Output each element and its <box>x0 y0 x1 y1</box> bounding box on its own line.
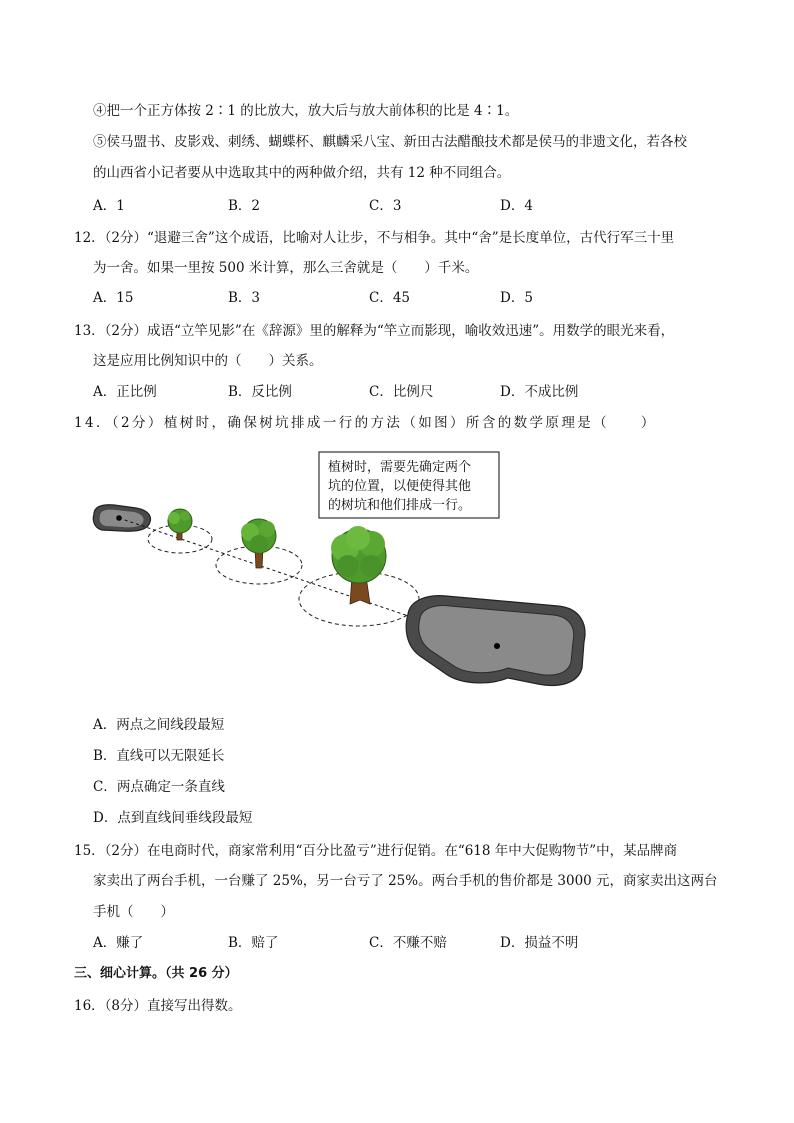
q12-option-d: D．5 <box>500 290 533 306</box>
q12-option-a: A．15 <box>93 290 134 306</box>
q13-option-d: D．不成比例 <box>500 384 579 400</box>
q14-option-a: A．两点之间线段最短 <box>93 717 225 733</box>
q15-option-a: A．赚了 <box>93 935 144 951</box>
q15-line1: 15．（2分）在电商时代，商家常利用“百分比盈亏”进行促销。在“618 年中大促购物节”中，某品牌商 <box>74 843 678 859</box>
q14-line1: 14．（2分）植树时，确保树坑排成一行的方法（如图）所含的数学原理是（ ） <box>74 415 657 431</box>
q11-option-b: B．2 <box>228 198 261 214</box>
q15-option-b: B．赔了 <box>228 935 279 951</box>
q13-option-c: C．比例尺 <box>369 384 434 400</box>
q13-option-b: B．反比例 <box>228 384 292 400</box>
q11-option-d: D．4 <box>500 198 533 214</box>
section-3-heading: 三、细心计算。（共 26 分） <box>74 966 238 981</box>
q14-option-c: C．两点确定一条直线 <box>93 779 225 795</box>
q12-line1: 12．（2分）“退避三舍”这个成语，比喻对人让步，不与相争。其中“舍”是长度单位，古代行军三十里 <box>74 230 675 246</box>
tree-3 <box>331 526 386 604</box>
q15-option-d: D．损益不明 <box>500 935 579 951</box>
q13-option-a: A．正比例 <box>93 384 157 400</box>
q14-option-d: D．点到直线间垂线段最短 <box>93 810 253 826</box>
q12-line2: 为一舍。如果一里按 500 米计算，那么三舍就是（ ）千米。 <box>93 260 479 276</box>
q13-line1: 13．（2分）成语“立竿见影”在《辞源》里的解释为“竿立而影现，喻收效迅速”。用数学的眼光来看， <box>74 323 675 339</box>
figure-caption-line3: 的树坑和他们排成一行。 <box>328 498 472 513</box>
q13-line2: 这是应用比例知识中的（ ）关系。 <box>93 353 323 369</box>
large-pit <box>406 596 585 686</box>
q15-option-c: C．不赚不赔 <box>369 935 447 951</box>
figure-caption-line2: 坑的位置，以便使得其他 <box>328 479 472 494</box>
q12-option-c: C．45 <box>369 290 411 306</box>
q16-line1: 16．（8分）直接写出得数。 <box>74 998 242 1014</box>
small-pit <box>93 505 150 531</box>
q15-line2: 家卖出了两台手机，一台赚了 25%，另一台亏了 25%。两台手机的售价都是 3000 元，商家卖出这两台 <box>93 873 718 889</box>
q11-option-a: A．1 <box>93 198 125 214</box>
figure-caption-line1: 植树时，需要先确定两个 <box>328 460 472 475</box>
q12-option-b: B．3 <box>228 290 261 306</box>
q11-option-c: C．3 <box>369 198 402 214</box>
tree-planting-figure <box>88 448 608 698</box>
item-4-text: ④把一个正方体按 2∶1 的比放大，放大后与放大前体积的比是 4∶1。 <box>93 103 519 119</box>
q14-option-b: B．直线可以无限延长 <box>93 748 225 764</box>
item-5-line2: 的山西省小记者要从中选取其中的两种做介绍，共有 12 种不同组合。 <box>93 165 511 181</box>
q15-line3: 手机（ ） <box>93 904 174 920</box>
item-5-line1: ⑤侯马盟书、皮影戏、刺绣、蝴蝶杯、麒麟采八宝、新田古法醋酿技术都是侯马的非遗文化，若各校 <box>93 134 687 150</box>
